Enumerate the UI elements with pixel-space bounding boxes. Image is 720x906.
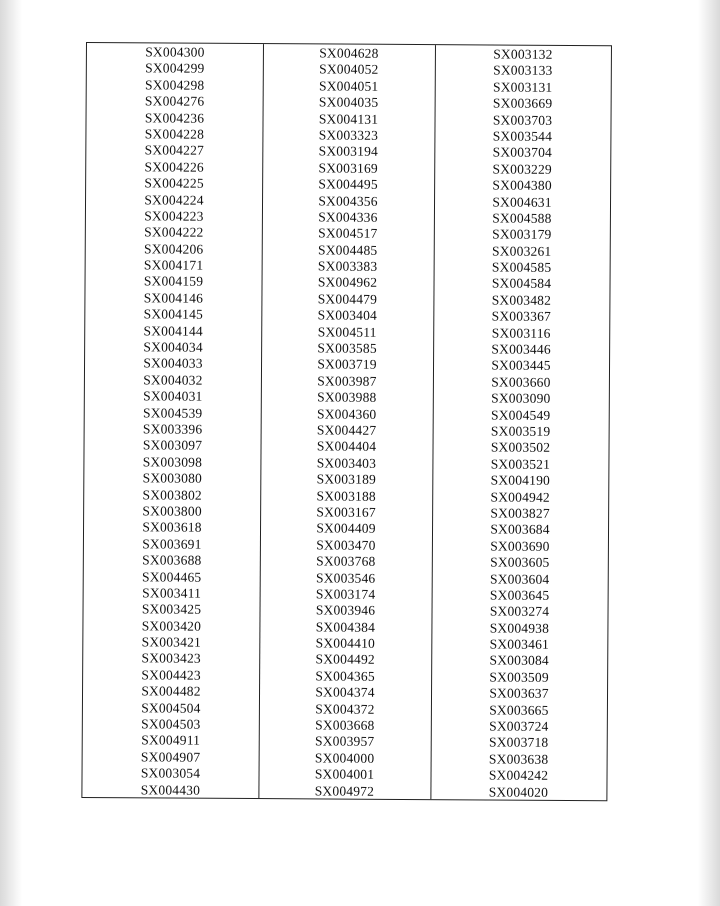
table-cell: SX004052 <box>319 61 379 78</box>
table-cell: SX004223 <box>144 208 204 224</box>
table-cell: SX004585 <box>491 259 552 275</box>
table-cell: SX003274 <box>489 603 550 620</box>
table-cell: SX004020 <box>488 784 549 800</box>
table-cell: SX004907 <box>140 749 201 765</box>
table-cell: SX004430 <box>140 781 201 798</box>
table-cell: SX004145 <box>143 306 204 322</box>
table-cell: SX003637 <box>489 685 549 702</box>
table-cell: SX004372 <box>315 701 375 717</box>
table-cell: SX003131 <box>493 79 553 95</box>
table-cell: SX004276 <box>144 93 205 109</box>
table-cell: SX004190 <box>490 472 551 488</box>
table-cell: SX003768 <box>316 553 376 569</box>
table-cell: SX004227 <box>144 142 205 159</box>
table-cell: SX003323 <box>318 127 379 143</box>
table-cell: SX003688 <box>142 552 202 568</box>
table-cell: SX003421 <box>141 634 202 650</box>
table-cell: SX004404 <box>316 438 377 455</box>
table-cell: SX003189 <box>316 471 377 487</box>
table-cell: SX003544 <box>492 128 553 144</box>
table-cell: SX004356 <box>318 192 378 209</box>
table-cell: SX003668 <box>315 717 375 733</box>
table-cell: SX003461 <box>489 636 550 652</box>
table-cell: SX004423 <box>141 667 201 683</box>
table-cell: SX003703 <box>492 112 553 128</box>
table-cell: SX003800 <box>142 503 202 519</box>
table-cell: SX003261 <box>491 243 552 259</box>
table-cell: SX003179 <box>492 226 552 243</box>
code-column-3 <box>430 46 611 801</box>
table-cell: SX003367 <box>491 308 552 325</box>
table-cell: SX003521 <box>490 456 551 472</box>
table-cell: SX003802 <box>142 486 202 503</box>
table-cell: SX004000 <box>314 750 375 766</box>
table-cell: SX003383 <box>317 258 378 274</box>
table-cell: SX003174 <box>315 586 376 602</box>
table-cell: SX004504 <box>141 699 201 716</box>
table-cell: SX004131 <box>318 110 379 127</box>
code-column-1 <box>82 44 263 799</box>
table-cell: SX003445 <box>491 357 551 374</box>
table-cell: SX003988 <box>317 389 377 405</box>
table-cell: SX003169 <box>318 160 378 176</box>
table-cell: SX003167 <box>316 504 376 520</box>
table-cell: SX003509 <box>489 669 549 685</box>
table-cell: SX004511 <box>317 324 377 340</box>
table-cell: SX004495 <box>318 176 378 192</box>
table-cell: SX003420 <box>141 618 202 634</box>
table-cell: SX004001 <box>314 766 375 782</box>
table-cell: SX003482 <box>491 292 552 308</box>
table-cell: SX004972 <box>314 782 375 799</box>
table-cell: SX004360 <box>317 406 377 422</box>
table-cell: SX003690 <box>490 538 550 554</box>
table-cell: SX003188 <box>316 487 376 504</box>
table-cell: SX004911 <box>141 732 201 749</box>
table-cell: SX004409 <box>316 520 376 537</box>
table-cell: SX004159 <box>143 273 204 290</box>
table-cell: SX004380 <box>492 177 552 193</box>
table-cell: SX004539 <box>143 404 203 421</box>
table-cell: SX003097 <box>142 437 203 454</box>
page-shadow-right <box>698 0 720 906</box>
table-cell: SX004492 <box>315 651 375 668</box>
table-cell: SX004298 <box>145 77 205 93</box>
table-cell: SX004485 <box>318 242 378 258</box>
table-cell: SX003987 <box>317 373 377 389</box>
table-cell: SX003660 <box>491 374 551 390</box>
table-cell: SX004938 <box>489 620 550 636</box>
table-cell: SX004336 <box>318 209 378 225</box>
table-cell: SX004051 <box>319 78 379 94</box>
table-cell: SX003638 <box>488 751 549 767</box>
table-cell: SX003133 <box>493 62 553 79</box>
table-cell: SX003546 <box>316 569 376 586</box>
table-cell: SX003403 <box>316 455 377 471</box>
table-cell: SX003080 <box>142 470 203 486</box>
table-cell: SX004299 <box>145 60 205 77</box>
table-cell: SX004226 <box>144 159 204 175</box>
table-cell: SX004427 <box>316 422 377 438</box>
table-cell: SX004236 <box>144 109 205 126</box>
table-cell: SX004588 <box>492 210 552 226</box>
table-cell: SX004225 <box>144 175 204 191</box>
table-cell: SX004628 <box>319 45 379 61</box>
table-cell: SX003519 <box>490 423 551 439</box>
table-cell: SX004549 <box>490 407 551 423</box>
table-cell: SX004374 <box>315 684 375 701</box>
page-shadow-left <box>0 0 22 906</box>
table-cell: SX004228 <box>144 126 205 142</box>
table-cell: SX003411 <box>142 585 202 601</box>
table-cell: SX004517 <box>318 225 378 242</box>
table-cell: SX003425 <box>141 601 202 617</box>
table-cell: SX003502 <box>490 439 551 456</box>
table-cell: SX004584 <box>491 275 552 292</box>
table-cell: SX004034 <box>143 339 203 355</box>
table-cell: SX003585 <box>317 340 377 356</box>
table-cell: SX003423 <box>141 650 201 667</box>
table-cell: SX003098 <box>142 454 203 470</box>
table-cell: SX004365 <box>315 668 375 684</box>
table-cell: SX004942 <box>490 489 550 505</box>
table-cell: SX004206 <box>144 241 204 257</box>
table-cell: SX003396 <box>142 421 203 437</box>
table-cell: SX003229 <box>492 161 552 177</box>
code-column-2 <box>258 45 435 800</box>
table-cell: SX004031 <box>143 388 203 404</box>
table-cell: SX003691 <box>142 536 202 552</box>
table-cell: SX003132 <box>493 46 553 62</box>
table-cell: SX004224 <box>144 191 204 208</box>
table-cell: SX004300 <box>145 44 205 60</box>
table-cell: SX003090 <box>491 390 551 407</box>
table-cell: SX004465 <box>142 568 202 585</box>
table-cell: SX004242 <box>488 767 549 784</box>
table-cell: SX004410 <box>315 635 376 651</box>
table-cell: SX004384 <box>315 619 376 635</box>
table-cell: SX003827 <box>490 505 550 521</box>
table-cell: SX003704 <box>492 144 553 161</box>
table-cell: SX003669 <box>492 95 553 112</box>
table-cell: SX003946 <box>315 602 376 619</box>
table-cell: SX003718 <box>488 734 549 751</box>
table-cell: SX003084 <box>489 652 549 669</box>
code-table <box>81 42 612 801</box>
table-cell: SX003724 <box>489 718 549 734</box>
table-cell: SX003604 <box>489 570 550 587</box>
table-cell: SX003054 <box>140 765 201 781</box>
table-cell: SX004482 <box>141 683 201 699</box>
table-cell: SX004503 <box>141 716 201 732</box>
table-cell: SX003194 <box>318 143 379 160</box>
table-cell: SX004962 <box>317 274 378 291</box>
table-cell: SX003470 <box>316 537 376 553</box>
table-cell: SX003618 <box>142 519 202 536</box>
table-cell: SX004035 <box>318 94 379 110</box>
table-cell: SX004171 <box>143 257 204 273</box>
table-cell: SX004631 <box>492 194 552 210</box>
table-cell: SX003645 <box>489 587 550 603</box>
table-cell: SX004033 <box>143 355 203 372</box>
table-cell: SX004032 <box>143 372 203 388</box>
table-cell: SX004479 <box>317 291 378 307</box>
table-cell: SX003957 <box>314 733 375 750</box>
table-cell: SX003684 <box>490 521 550 538</box>
table-cell: SX003116 <box>491 325 551 341</box>
table-cell: SX003605 <box>490 554 550 570</box>
table-cell: SX003446 <box>491 341 551 357</box>
table-cell: SX004222 <box>144 224 204 241</box>
table-cell: SX003719 <box>317 356 377 373</box>
table-cell: SX004144 <box>143 322 203 339</box>
table-cell: SX003665 <box>489 702 549 718</box>
table-cell: SX003404 <box>317 307 378 324</box>
table-cell: SX004146 <box>143 290 204 306</box>
